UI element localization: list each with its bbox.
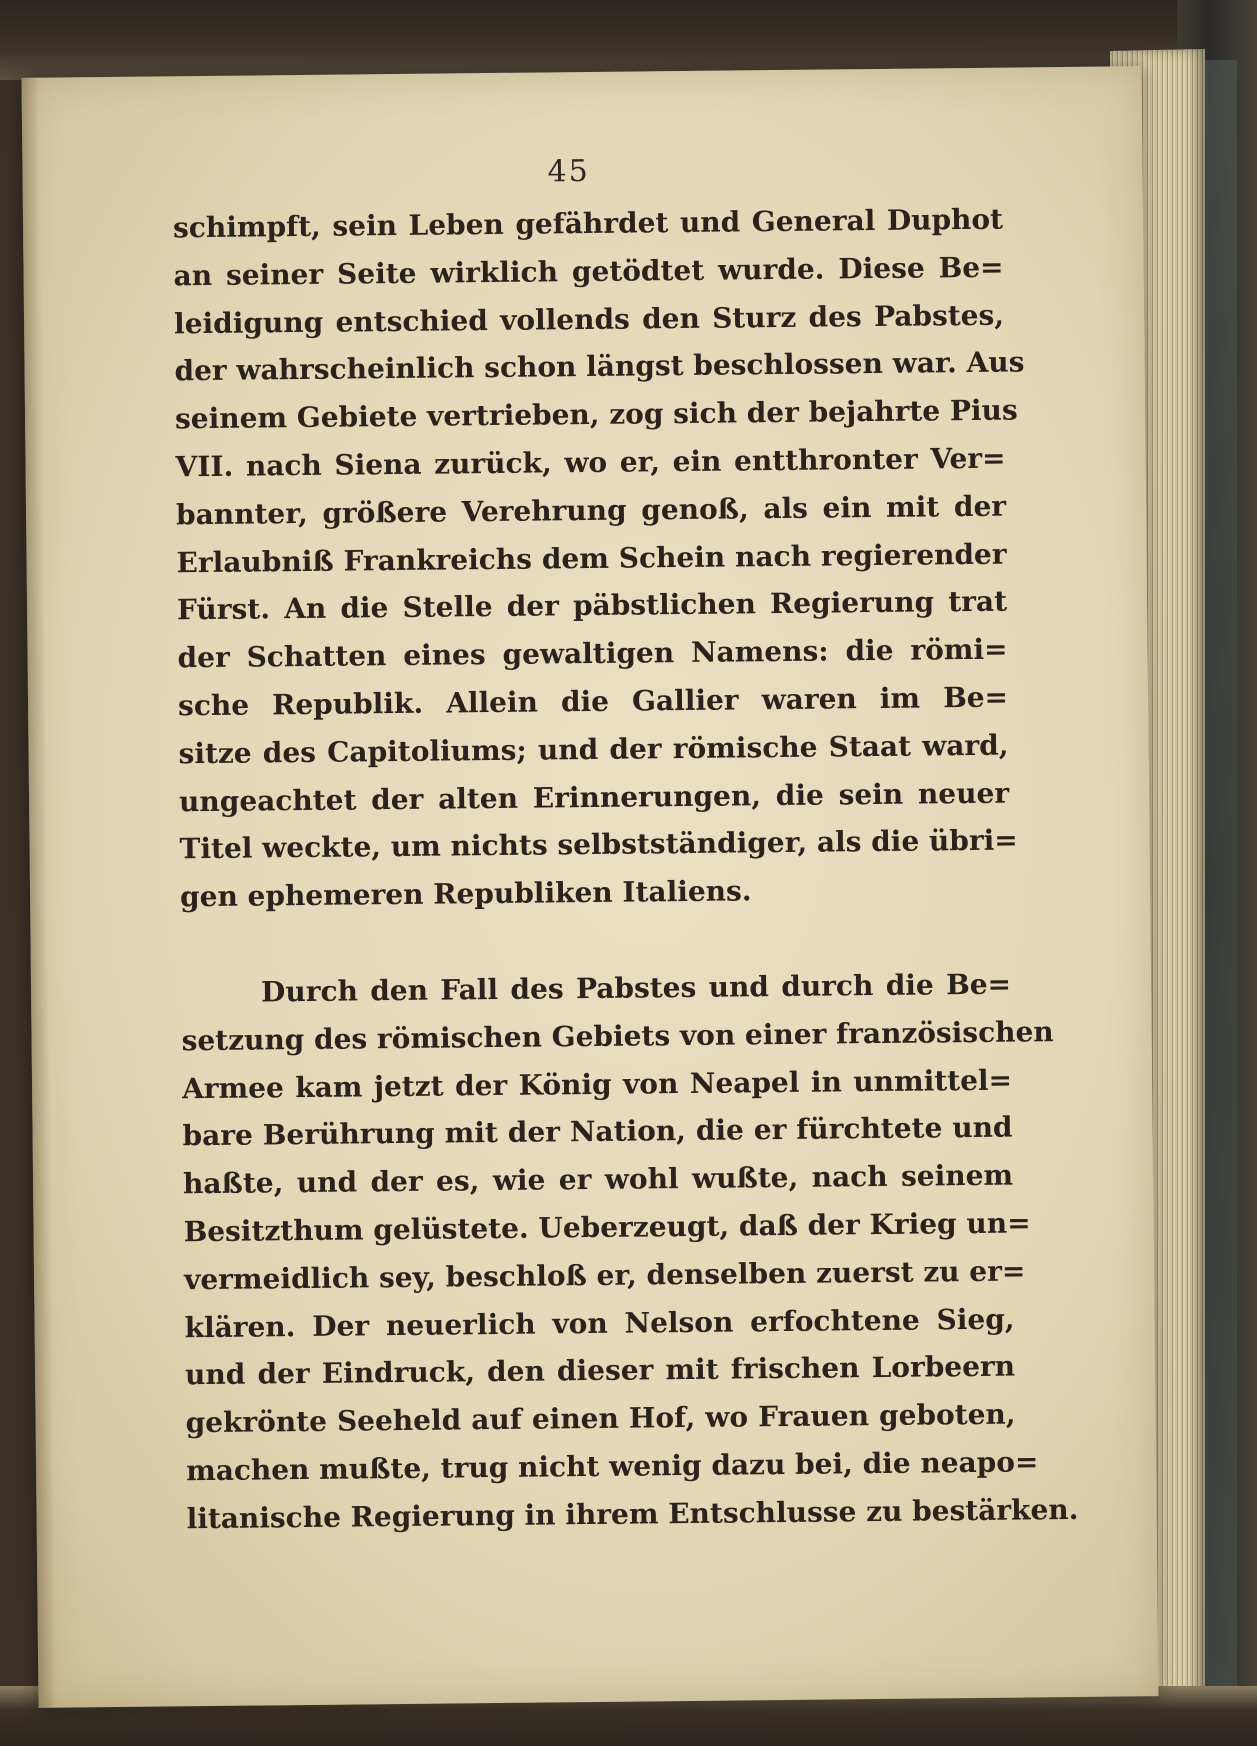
text-line: sche Republik. Allein die Gallier waren im Be= [177, 680, 1009, 723]
page-number: 45 [547, 153, 590, 190]
text-line: Erlaubniß Frankreichs dem Schein nach regierender [176, 537, 1007, 579]
text-line: setzung des römischen Gebiets von einer französischen [181, 1014, 1054, 1058]
text-line: litanische Regierung in ihrem Entschlusse zu bestärken. [186, 1492, 1079, 1535]
paragraph-1 [172, 196, 1025, 922]
text-line: vermeidlich sey, beschloß er, denselben zuerst zu er= [183, 1254, 1026, 1297]
text-line: Durch den Fall des Pabstes und durch die Be= [260, 967, 1012, 1009]
text-line: haßte, und der es, wie er wohl wußte, nach seinem [182, 1158, 1014, 1201]
text-line: Titel weckte, um nichts selbstständiger, als die übri= [179, 823, 1018, 866]
text-line: leidigung entschied vollends den Sturz des Pabstes, [173, 298, 1005, 340]
text-line: an seiner Seite wirklich getödtet wurde. Diese Be= [173, 250, 1004, 293]
text-line: ungeachtet der alten Erinnerungen, die sein neuer [178, 776, 1010, 818]
text-line: der wahrscheinlich schon längst beschlossen war. Aus [174, 345, 1025, 388]
paragraph-gap [180, 913, 1010, 970]
text-line: VII. nach Siena zurück, wo er, ein entthronter Ver= [175, 441, 1006, 484]
paragraph-2 [181, 961, 1079, 1543]
text-line: klären. Der neuerlich von Nelson erfochtene Sieg, [184, 1302, 1015, 1344]
text-line: machen mußte, trug nicht wenig dazu bei, die neapo= [185, 1445, 1039, 1488]
text-line: gekrönte Seeheld auf einen Hof, wo Frauen geboten, [185, 1397, 1016, 1440]
text-line: schimpft, sein Leben gefährdet und General Duphot [172, 202, 1004, 245]
text-line: bare Berührung mit der Nation, die er fürchtete und [182, 1110, 1013, 1153]
text-line: und der Eindruck, den dieser mit frischen Lorbeern [184, 1349, 1016, 1392]
text-line: der Schatten eines gewaltigen Namens: die römi= [177, 632, 1008, 675]
text-line: Armee kam jetzt der König von Neapel in unmittel= [181, 1063, 1013, 1105]
page-text [172, 196, 1079, 1543]
text-line: seinem Gebiete vertrieben, zog sich der bejahrte Pius [174, 393, 1018, 436]
text-line: sitze des Capitoliums; und der römische Staat ward, [178, 728, 1009, 771]
text-line: gen ephemeren Republiken Italiens. [179, 874, 752, 914]
text-line: Fürst. An die Stelle der päbstlichen Regierung trat [176, 584, 1008, 627]
text-line: Besitzthum gelüstete. Ueberzeugt, daß der Krieg un= [183, 1206, 1031, 1249]
text-line: bannter, größere Verehrung genoß, als ein mit der [175, 489, 1007, 532]
book-page [21, 66, 1158, 1708]
